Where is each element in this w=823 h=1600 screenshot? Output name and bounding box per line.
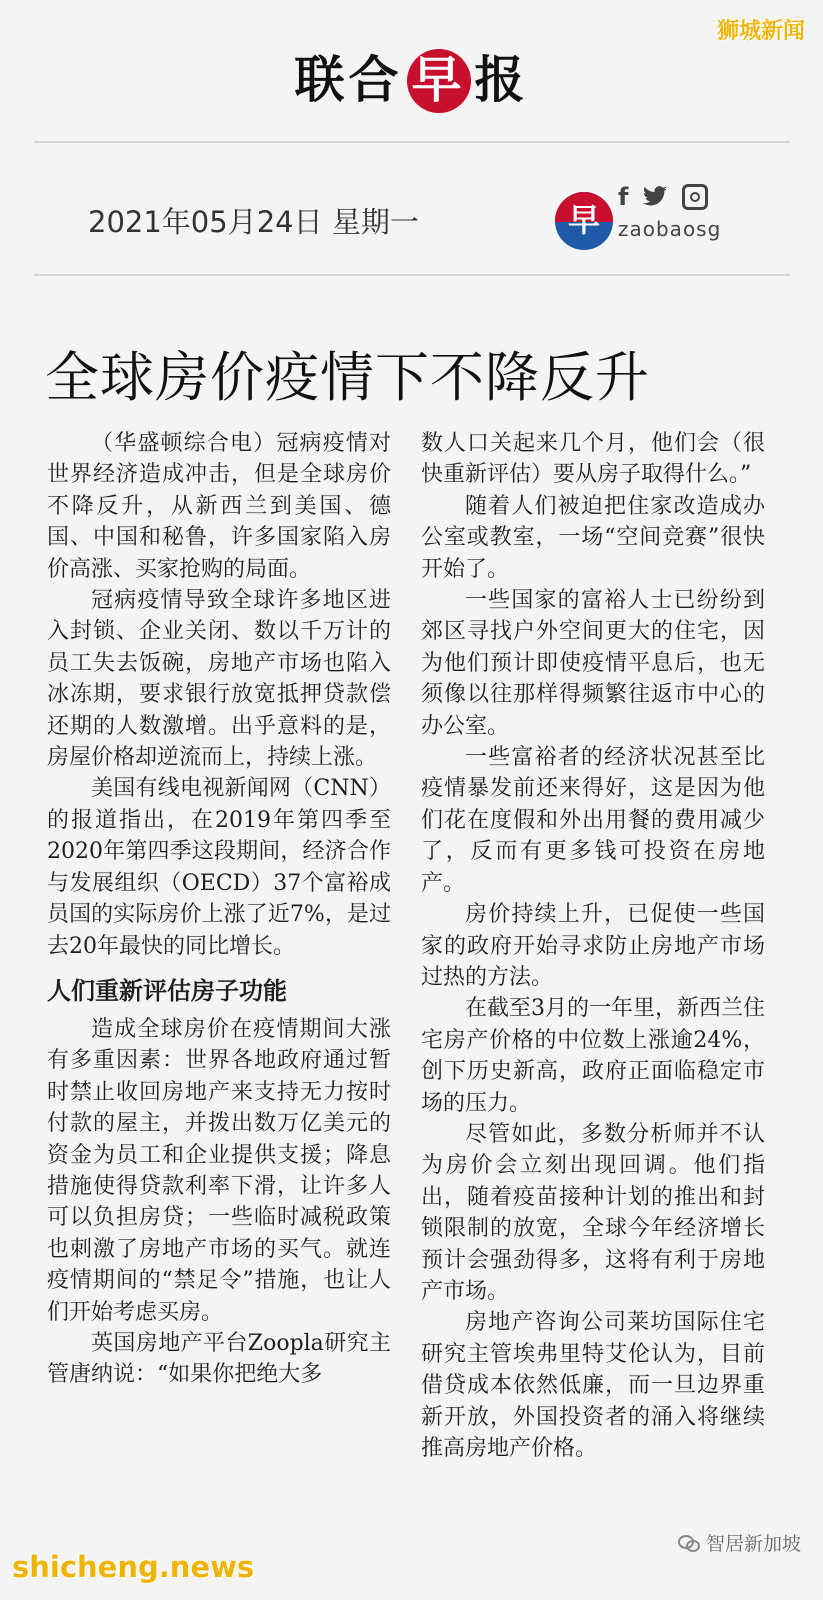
social-handle: zaobaosg [618,217,722,241]
paragraph: 房地产咨询公司莱坊国际住宅研究主管埃弗里特艾伦认为，目前借贷成本依然低廉，而一旦边界重新开放，外国投资者的涌入将继续推高房地产价格。 [421,1310,765,1461]
paragraph: 一些国家的富裕人士已纷纷到郊区寻找户外空间更大的住宅，因为他们预计即使疫情平息后，也无须像以往那样得频繁往返市中心的办公室。 [421,588,765,739]
social-links [618,183,721,241]
masthead-part1: 联合 [294,50,403,109]
paragraph: 美国有线电视新闻网（CNN）的报道指出，在2019年第四季至2020年第四季这段期间，经济合作与发展组织（OECD）37个富裕成员国的实际房价上涨了近7%，是过去20年最快的同比增长。 [47,776,391,959]
article-headline: 全球房价疫情下不降反升 [45,346,650,409]
article-column-left [47,428,391,1391]
twitter-icon[interactable] [642,186,668,208]
issue-date: 2021年05月24日 星期一 [88,205,419,239]
zaobao-logo-icon [555,192,613,250]
paragraph: 随着人们被迫把住家改造成办公室或教室，一场“空间竞赛”很快开始了。 [421,493,765,582]
paragraph: 房价持续上升，已促使一些国家的政府开始寻求防止房地产市场过热的方法。 [421,902,765,990]
facebook-icon[interactable]: f [618,183,629,211]
paragraph-continued: 数人口关起来几个月，他们会（很快重新评估）要从房子取得什么。” [421,431,765,488]
section-subhead: 人们重新评估房子功能 [47,976,287,1005]
date-divider [34,274,790,276]
paragraph: 在截至3月的一年里，新西兰住宅房产价格的中位数上涨逾24%，创下历史新高，政府正面临稳定市场的压力。 [421,996,765,1116]
paragraph: 一些富裕者的经济状况甚至比疫情暴发前还来得好，这是因为他们花在度假和外出用餐的费用减少了，反而有更多钱可投资在房地产。 [421,745,765,896]
wechat-account-name: 智居新加坡 [705,1533,801,1555]
paragraph: 尽管如此，多数分析师并不认为房价会立刻出现回调。他们指出，随着疫苗接种计划的推出和封锁限制的放宽，全球今年经济增长预计会强劲得多，这将有利于房地产市场。 [421,1121,765,1304]
masthead-zao-seal: 早 [407,49,471,113]
watermark-bottom: shicheng.news [12,1550,255,1584]
wechat-icon [678,1535,700,1551]
wechat-account-tag [678,1529,801,1556]
masthead-logo [0,40,823,113]
watermark-top: 狮城新闻 [716,19,805,44]
paragraph: （华盛顿综合电）冠病疫情对世界经济造成冲击，但是全球房价不降反升，从新西兰到美国、德国、中国和秘鲁，许多国家陷入房价高涨、买家抢购的局面。 [47,431,391,582]
paragraph: 英国房地产平台Zoopla研究主管唐纳说：“如果你把绝大多 [47,1330,391,1388]
article-column-right [421,428,765,1464]
logo-glyph: 早 [567,201,600,239]
paragraph: 造成全球房价在疫情期间大涨有多重因素：世界各地政府通过暂时禁止收回房地产来支持无力按时付款的屋主，并拨出数万亿美元的资金为员工和企业提供支援；降息措施使得贷款利率下滑，让许多人可以负担房贷；一些临时减税政策也刺激了房地产市场的买气。就连疫情期间的“禁足令”措施，也让人们开始考虑买房。 [47,1016,391,1325]
masthead-part2: 报 [474,50,529,109]
paragraph: 冠病疫情导致全球许多地区进入封锁、企业关闭、数以千万计的员工失去饭碗，房地产市场也陷入冰冻期，要求银行放宽抵押贷款偿还期的人数激增。出乎意料的是，房屋价格却逆流而上，持续上涨。 [47,588,391,771]
instagram-icon[interactable] [682,184,708,210]
top-divider [34,141,790,143]
